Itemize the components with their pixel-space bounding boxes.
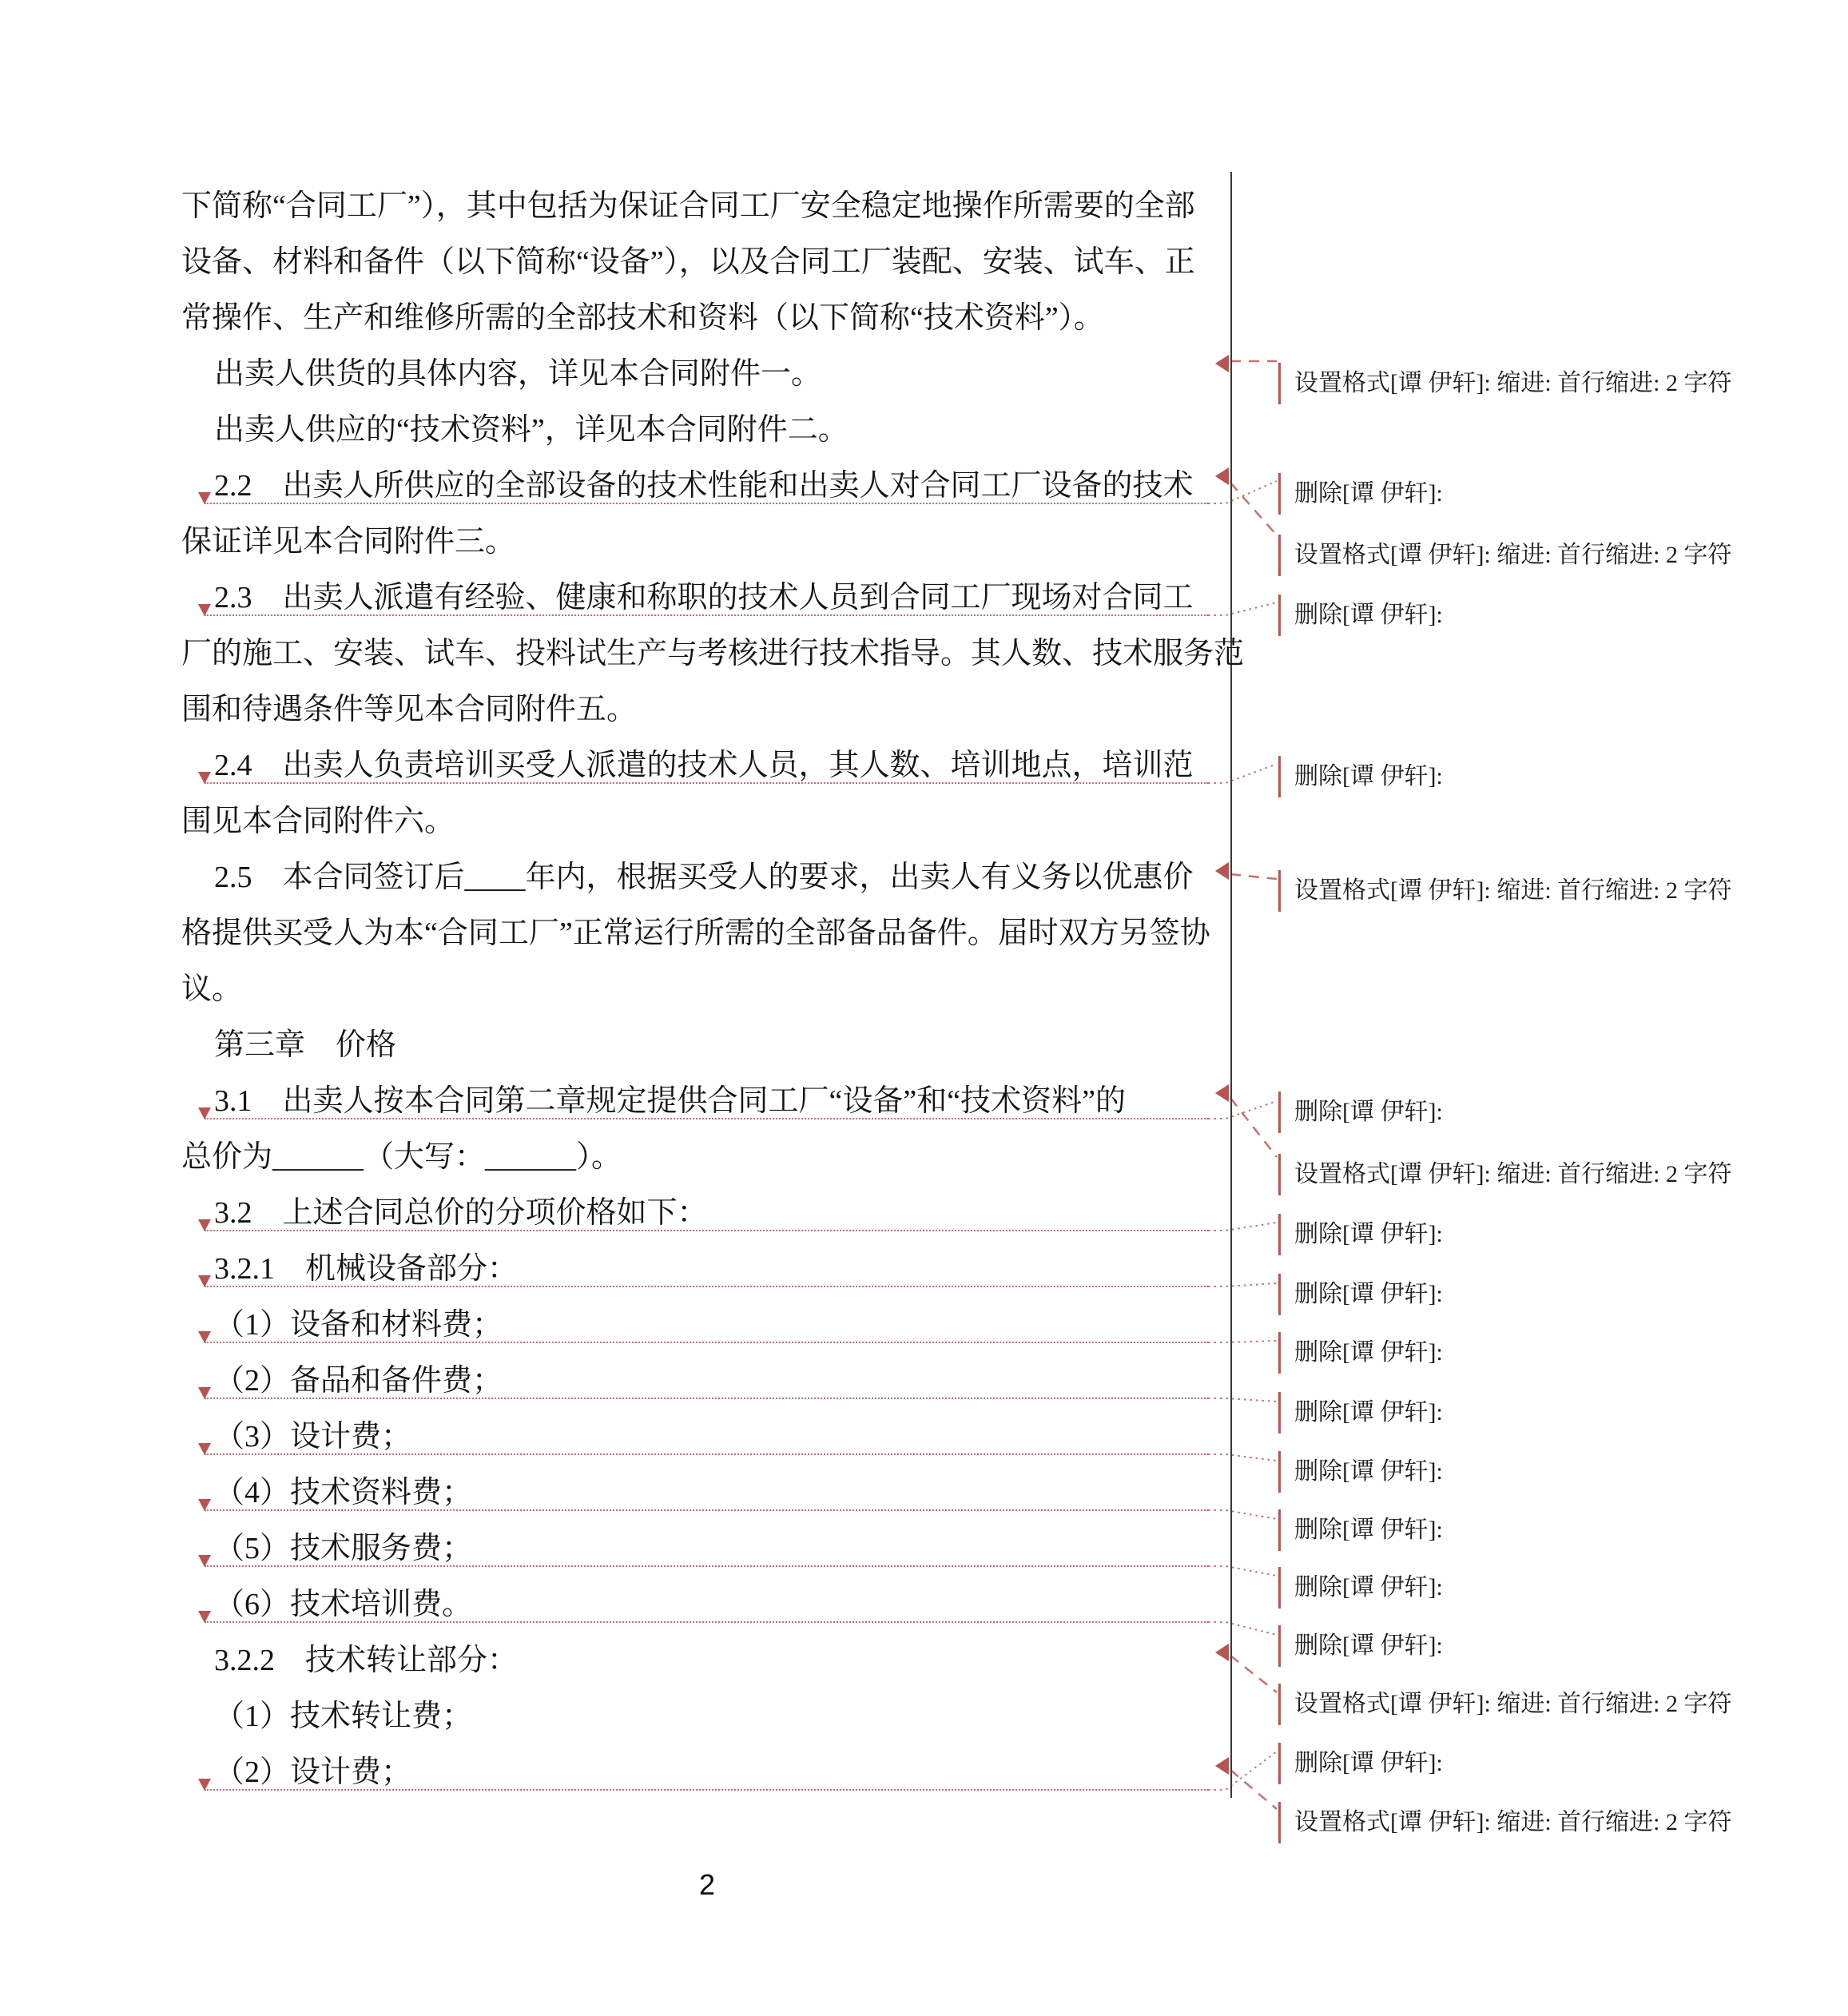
comment-bar: [1278, 1214, 1281, 1255]
deleted-text-underline: [205, 1453, 1208, 1455]
text-line[interactable]: 2.3 出卖人派遣有经验、健康和称职的技术人员到合同工厂现场对合同工: [214, 581, 1194, 614]
comment-bar: [1278, 1509, 1281, 1551]
deletion-comment[interactable]: 删除[谭 伊轩]:: [1294, 480, 1449, 507]
revision-start-marker-icon: [198, 1387, 211, 1399]
deletion-comment[interactable]: 删除[谭 伊轩]:: [1294, 1099, 1449, 1125]
comment-bar: [1278, 1274, 1281, 1315]
deletion-comment[interactable]: 删除[谭 伊轩]:: [1294, 1281, 1449, 1307]
deletion-comment[interactable]: 删除[谭 伊轩]:: [1294, 1517, 1449, 1543]
page-number: 2: [699, 1868, 716, 1901]
text-line[interactable]: 总价为______（大写：______）。: [181, 1140, 622, 1174]
format-change-comment[interactable]: 设置格式[谭 伊轩]: 缩进: 首行缩进: 2 字符: [1294, 1809, 1732, 1835]
deleted-text-underline: [205, 503, 1208, 504]
revision-start-marker-icon: [198, 604, 211, 616]
deleted-text-underline: [205, 614, 1208, 616]
deleted-text-underline: [205, 782, 1208, 784]
format-anchor-triangle-icon: [1215, 1644, 1229, 1661]
format-change-comment[interactable]: 设置格式[谭 伊轩]: 缩进: 首行缩进: 2 字符: [1294, 877, 1732, 904]
deleted-text-underline: [205, 1286, 1208, 1287]
comment-bar: [1278, 756, 1281, 797]
text-line[interactable]: 下简称“合同工厂”），其中包括为保证合同工厂安全稳定地操作所需要的全部: [181, 189, 1195, 223]
comment-bar: [1278, 1154, 1281, 1195]
format-anchor-triangle-icon: [1215, 862, 1229, 880]
revision-start-marker-icon: [198, 1779, 211, 1791]
deletion-comment[interactable]: 删除[谭 伊轩]:: [1294, 1632, 1449, 1659]
format-anchor-triangle-icon: [1215, 355, 1229, 372]
format-change-comment[interactable]: 设置格式[谭 伊轩]: 缩进: 首行缩进: 2 字符: [1294, 1691, 1732, 1717]
comment-bar: [1278, 870, 1281, 912]
text-line[interactable]: 格提供买受人为本“合同工厂”正常运行所需的全部备品备件。届时双方另签协: [181, 917, 1210, 950]
text-line[interactable]: 设备、材料和备件（以下简称“设备”），以及合同工厂装配、安装、试车、正: [181, 245, 1195, 279]
text-line[interactable]: 3.1 出卖人按本合同第二章规定提供合同工厂“设备”和“技术资料”的: [214, 1084, 1126, 1118]
comment-bar: [1278, 1392, 1281, 1433]
text-line[interactable]: 厂的施工、安装、试车、投料试生产与考核进行技术指导。其人数、技术服务范: [181, 637, 1245, 670]
comment-bar: [1278, 1092, 1281, 1133]
revision-start-marker-icon: [198, 1555, 211, 1567]
text-line[interactable]: （5）技术服务费；: [214, 1532, 473, 1565]
text-line[interactable]: 常操作、生产和维修所需的全部技术和资料（以下简称“技术资料”）。: [181, 301, 1104, 335]
comment-bar: [1278, 1567, 1281, 1608]
comment-bar: [1278, 535, 1281, 576]
text-line[interactable]: 出卖人供应的“技术资料”，详见本合同附件二。: [214, 413, 848, 447]
text-line[interactable]: 保证详见本合同附件三。: [181, 525, 516, 559]
comment-bar: [1278, 1802, 1281, 1843]
format-anchor-triangle-icon: [1215, 1084, 1229, 1102]
deletion-comment[interactable]: 删除[谭 伊轩]:: [1294, 602, 1449, 628]
text-line[interactable]: （6）技术培训费。: [214, 1588, 473, 1621]
revision-start-marker-icon: [198, 1331, 211, 1343]
text-line[interactable]: 2.5 本合同签订后____年内，根据买受人的要求，出卖人有义务以优惠价: [214, 861, 1194, 894]
text-line[interactable]: 围和待遇条件等见本合同附件五。: [181, 693, 638, 726]
revision-start-marker-icon: [198, 1107, 211, 1119]
format-change-comment[interactable]: 设置格式[谭 伊轩]: 缩进: 首行缩进: 2 字符: [1294, 542, 1732, 568]
text-line[interactable]: （2）设计费；: [214, 1756, 412, 1789]
deletion-comment[interactable]: 删除[谭 伊轩]:: [1294, 1339, 1449, 1366]
comment-bar: [1278, 473, 1281, 515]
format-change-comment[interactable]: 设置格式[谭 伊轩]: 缩进: 首行缩进: 2 字符: [1294, 1161, 1732, 1187]
markup-separator-line: [1230, 172, 1232, 1798]
text-line[interactable]: 议。: [181, 972, 243, 1006]
deletion-comment[interactable]: 删除[谭 伊轩]:: [1294, 1458, 1449, 1485]
deleted-text-underline: [205, 1621, 1208, 1623]
text-line[interactable]: 围见本合同附件六。: [181, 805, 455, 838]
deleted-text-underline: [205, 1230, 1208, 1231]
revision-start-marker-icon: [198, 1275, 211, 1287]
text-line[interactable]: 3.2.2 技术转让部分：: [214, 1644, 519, 1677]
text-line[interactable]: 第三章 价格: [214, 1028, 397, 1062]
comment-bar: [1278, 1684, 1281, 1725]
deleted-text-underline: [205, 1118, 1208, 1119]
text-line[interactable]: 出卖人供货的具体内容，详见本合同附件一。: [214, 357, 822, 391]
comment-bar: [1278, 594, 1281, 636]
deleted-text-underline: [205, 1398, 1208, 1399]
revision-start-marker-icon: [198, 492, 211, 504]
deleted-text-underline: [205, 1342, 1208, 1343]
revision-start-marker-icon: [198, 772, 211, 784]
comment-bar: [1278, 1332, 1281, 1374]
revision-start-marker-icon: [198, 1499, 211, 1511]
deleted-text-underline: [205, 1565, 1208, 1567]
format-anchor-triangle-icon: [1215, 1757, 1229, 1775]
comment-bar: [1278, 1625, 1281, 1667]
comment-bar: [1278, 363, 1281, 404]
deletion-comment[interactable]: 删除[谭 伊轩]:: [1294, 1221, 1449, 1247]
deletion-comment[interactable]: 删除[谭 伊轩]:: [1294, 1399, 1449, 1426]
comment-bar: [1278, 1451, 1281, 1493]
deleted-text-underline: [205, 1789, 1208, 1791]
text-line[interactable]: （1）技术转让费；: [214, 1700, 473, 1733]
text-line[interactable]: （3）设计费；: [214, 1420, 412, 1453]
text-line[interactable]: 3.2 上述合同总价的分项价格如下：: [214, 1196, 708, 1230]
deleted-text-underline: [205, 1509, 1208, 1511]
deletion-comment[interactable]: 删除[谭 伊轩]:: [1294, 1750, 1449, 1776]
deletion-comment[interactable]: 删除[谭 伊轩]:: [1294, 1574, 1449, 1600]
text-line[interactable]: 2.4 出卖人负责培训买受人派遣的技术人员，其人数、培训地点，培训范: [214, 749, 1194, 782]
text-line[interactable]: （2）备品和备件费；: [214, 1364, 503, 1398]
text-line[interactable]: （1）设备和材料费；: [214, 1308, 503, 1342]
text-line[interactable]: 3.2.1 机械设备部分：: [214, 1252, 519, 1286]
text-line[interactable]: 2.2 出卖人所供应的全部设备的技术性能和出卖人对合同工厂设备的技术: [214, 469, 1194, 503]
format-anchor-triangle-icon: [1215, 467, 1229, 485]
format-change-comment[interactable]: 设置格式[谭 伊轩]: 缩进: 首行缩进: 2 字符: [1294, 370, 1732, 396]
comment-bar: [1278, 1743, 1281, 1784]
revision-start-marker-icon: [198, 1219, 211, 1231]
text-line[interactable]: （4）技术资料费；: [214, 1476, 473, 1509]
revision-start-marker-icon: [198, 1611, 211, 1623]
revision-start-marker-icon: [198, 1443, 211, 1455]
deletion-comment[interactable]: 删除[谭 伊轩]:: [1294, 763, 1449, 789]
